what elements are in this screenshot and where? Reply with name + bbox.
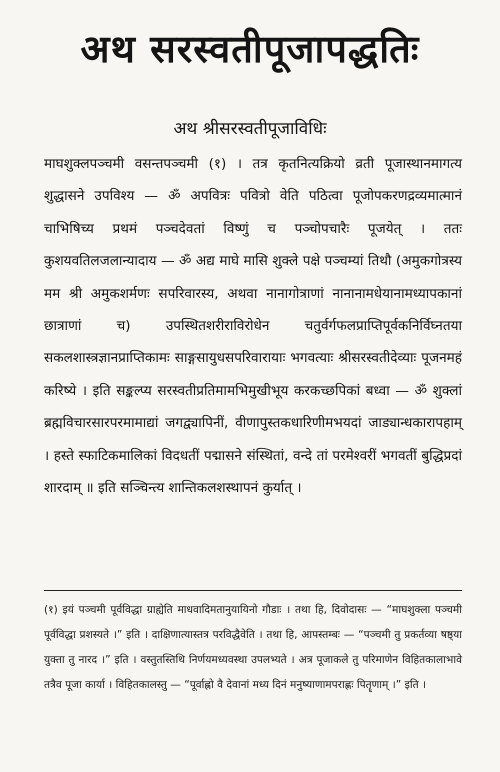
footnote: (१) इयं पञ्चमी पूर्वविद्धा ग्राह्येति माधवादिमतानुयायिनो गौडाः । तथा हि, दिवोदासः — “माघशुक्ला पञ्चमी पूर्वविद्धा प्रशस्यते ।” इति । दाक्षिणात्यास्तत्र परविद्धैवेति । तथा हि, आपस्तम्बः — “पञ्चमी तु प्रकर्तव्या षष्ठ्या युक्ता तु नारद ।” इति । वस्तुतस्तिथि निर्णयमध्यवस्था उपलभ्यते । अत्र पूजाकले तु परिमाणेन विहितकालाभावे तत्रैव पूजा कार्या । विहितकालस्तु — “पूर्वाह्णो वै देवानां मध्य दिनं मनुष्याणामपराह्णः पितॄणाम् ।” इति । — [44, 604, 462, 691]
footnote-divider — [44, 590, 462, 591]
body-paragraph: माघशुक्लपञ्चमी वसन्तपञ्चमी (१) । तत्र कृतनित्यक्रियो व्रती पूजास्थानमागत्य शुद्धासने उपविश्य — ॐ अपवित्रः पवित्रो वेति पठित्वा पूजोपकरणद्रव्यमात्मानं चाभिषिच्य प्रथमं पञ्चदेवतां विष्णुं च पञ्चोपचारैः पूजयेत् । ततः कुशयवतिलजलान्यादाय — ॐ अद्य माघे मासि शुक्ले पक्षे पञ्चम्यां तिथौ (अमुकगोत्रस्य मम श्री अमुकशर्मणः सपरिवारस्य, अथवा नानागोत्राणां नानानामधेयानामध्यापकानां छात्राणां च) उपस्थितशरीराविरोधेन चतुर्वर्गफलप्राप्तिपूर्वकनिर्विघ्नतया सकलशास्त्रज्ञानप्राप्तिकामः साङ्गसायुधसपरिवारायाः भगवत्याः श्रीसरस्वतीदेव्याः पूजनमहं करिष्ये । इति सङ्कल्प्य सरस्वतीप्रतिमामभिमुखीभूय करकच्छपिकां बध्वा — ॐ शुक्लां ब्रह्मविचारसारपरमामाद्यां जगद्व्यापिनीं, वीणापुस्तकधारिणीमभयदां जाड्यान्धकारापहाम् । हस्ते स्फाटिकमालिकां विदधतीं पद्मासने संस्थितां, वन्दे तां परमेश्वरीं भगवतीं बुद्धिप्रदां शारदाम् ॥ इति सञ्चिन्त्य शान्तिकलशस्थापनं कुर्यात् । — [44, 156, 462, 497]
section-heading: अथ श्रीसरस्वतीपूजाविधिः — [173, 119, 327, 139]
page-title: अथ सरस्वतीपूजापद्धतिः — [80, 27, 420, 71]
